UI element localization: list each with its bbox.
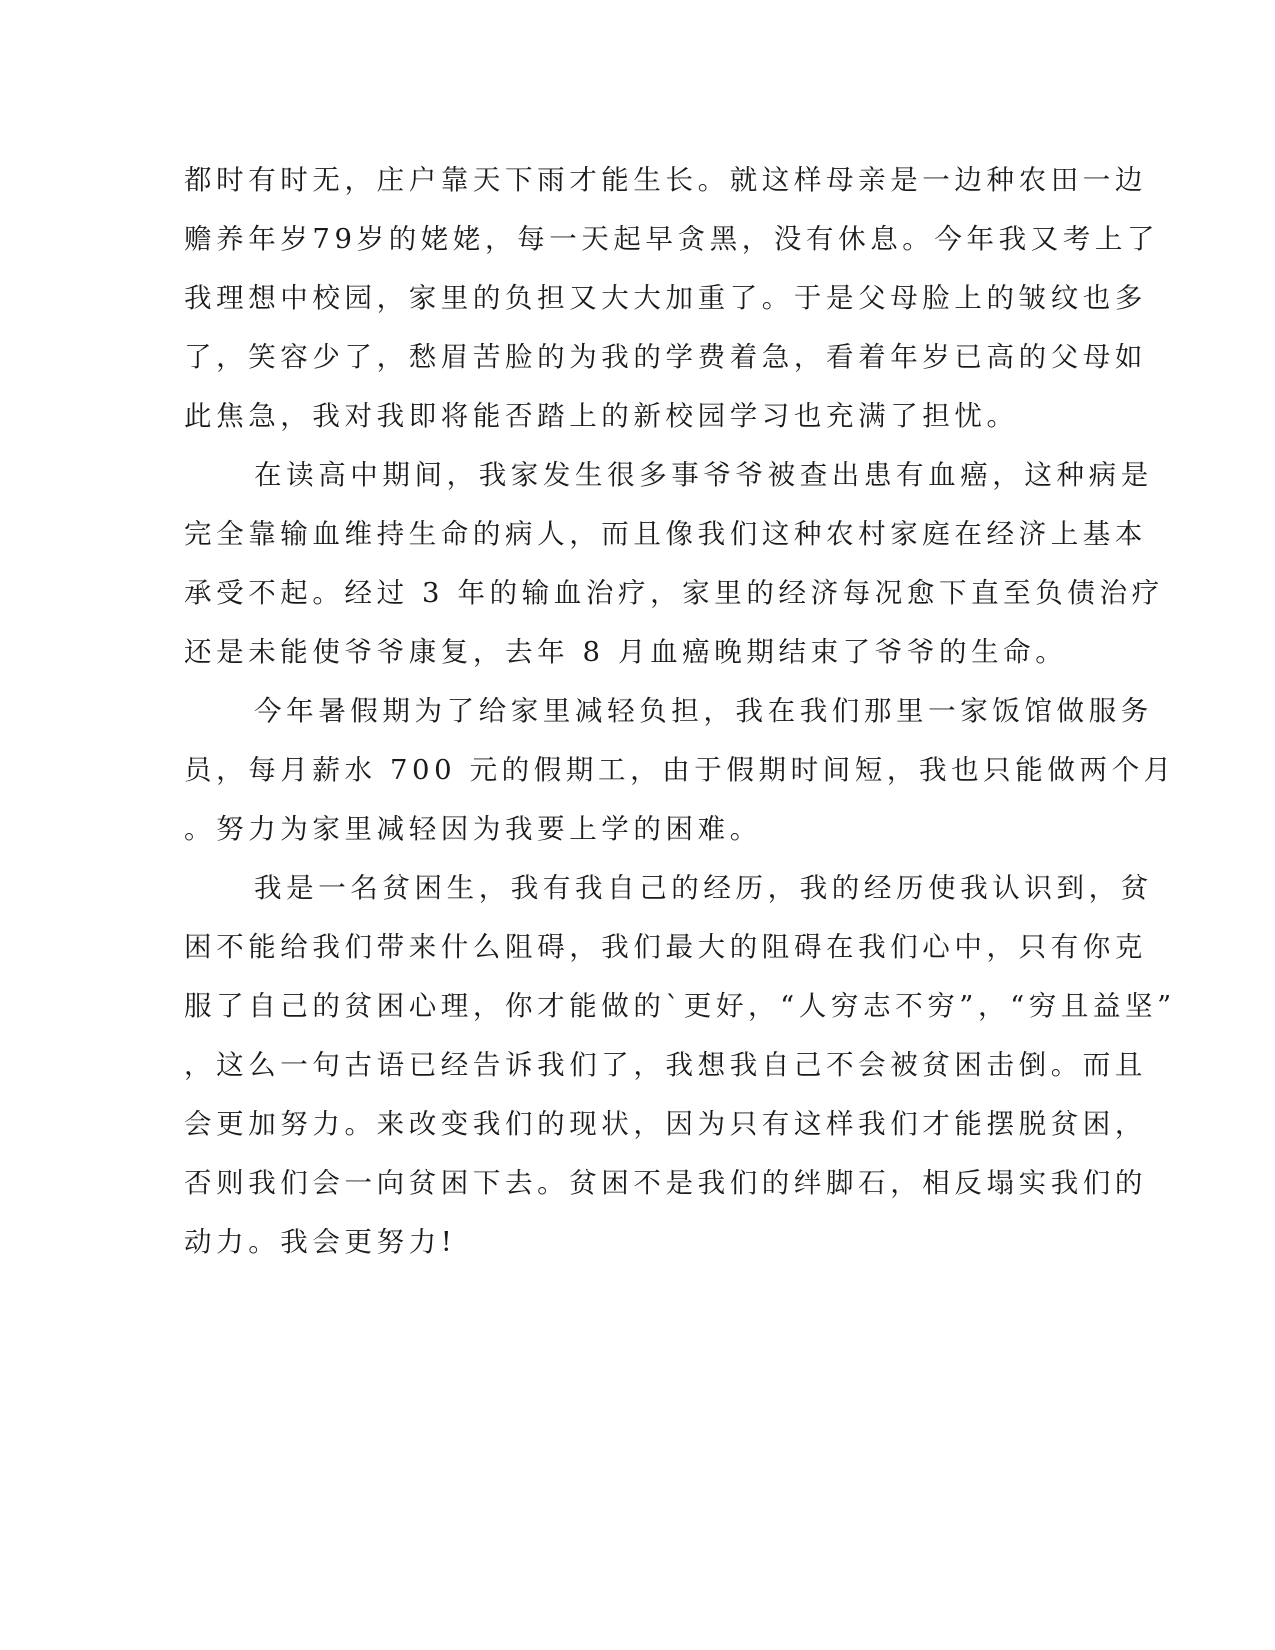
text-line: 困不能给我们带来什么阻碍，我们最大的阻碍在我们心中，只有你克: [184, 931, 1147, 963]
text-line: 服了自己的贫困心理，你才能做的`更好，“人穷志不穷”，“穷且益坚”: [184, 990, 1176, 1022]
text-line: 赡养年岁79岁的姥姥，每一天起早贪黑，没有休息。今年我又考上了: [184, 223, 1160, 255]
text-line: 会更加努力。来改变我们的现状，因为只有这样我们才能摆脱贫困，: [184, 1108, 1147, 1140]
text-line: 都时有时无，庄户靠天下雨才能生长。就这样母亲是一边种农田一边: [184, 164, 1147, 196]
paragraph-first-line: 在读高中期间，我家发生很多事爷爷被查出患有血癌，这种病是: [254, 459, 1153, 491]
paragraph-first-line: 我是一名贫困生，我有我自己的经历，我的经历使我认识到，贫: [254, 872, 1153, 904]
text-line: 此焦急，我对我即将能否踏上的新校园学习也充满了担忧。: [184, 400, 1019, 432]
text-line: 完全靠输血维持生命的病人，而且像我们这种农村家庭在经济上基本: [184, 518, 1147, 550]
text-line: ，这么一句古语已经告诉我们了，我想我自己不会被贫困击倒。而且: [184, 1049, 1147, 1081]
text-line: 还是未能使爷爷康复，去年 8 月血癌晚期结束了爷爷的生命。: [184, 636, 1068, 668]
text-line: 。努力为家里减轻因为我要上学的困难。: [184, 813, 762, 845]
text-line: 员，每月薪水 700 元的假期工，由于假期时间短，我也只能做两个月: [184, 754, 1176, 786]
text-line: 我理想中校园，家里的负担又大大加重了。于是父母脸上的皱纹也多: [184, 282, 1147, 314]
text-line: 否则我们会一向贫困下去。贫困不是我们的绊脚石，相反塌实我们的: [184, 1167, 1147, 1199]
text-line: 承受不起。经过 3 年的输血治疗，家里的经济每况愈下直至负债治疗: [184, 577, 1164, 609]
paragraph-first-line: 今年暑假期为了给家里减轻负担，我在我们那里一家饭馆做服务: [254, 695, 1153, 727]
text-line: 了，笑容少了，愁眉苦脸的为我的学费着急，看着年岁已高的父母如: [184, 341, 1147, 373]
text-line: 动力。我会更努力!: [184, 1226, 457, 1258]
